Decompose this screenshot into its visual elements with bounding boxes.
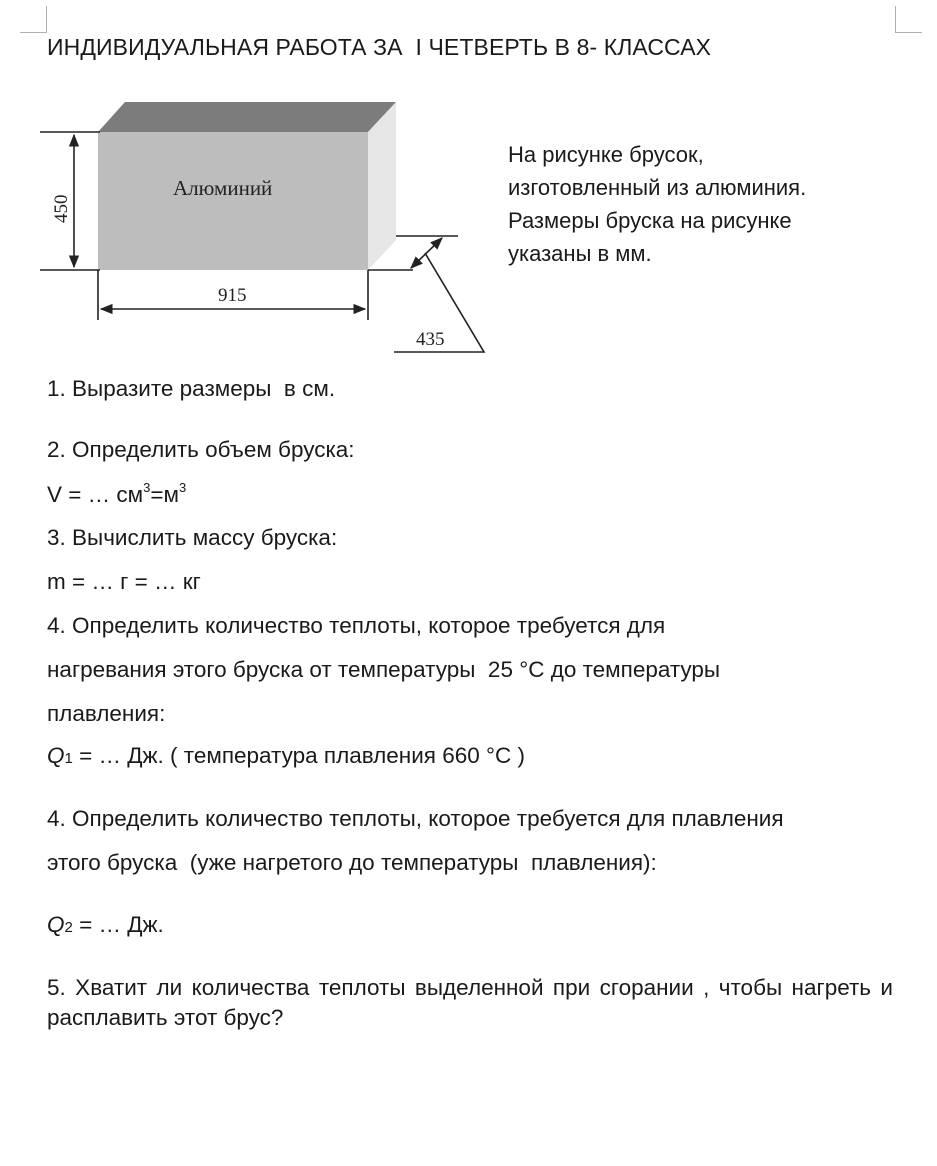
description-line: указаны в мм. — [508, 241, 652, 266]
heat-q2-formula — [47, 912, 164, 938]
aluminum-bar-figure — [38, 95, 498, 360]
volume-formula-left: V = … см — [47, 482, 144, 507]
volume-exponent-cm: 3 — [143, 479, 151, 495]
question-4b-line: этого бруска (уже нагретого до температуры плавления): — [47, 850, 657, 875]
question-2: 2. Определить объем бруска: — [47, 437, 355, 462]
question-4a-line: плавления: — [47, 701, 166, 726]
q1-subscript: 1 — [64, 750, 73, 767]
question-5: 5. Хватит ли количества теплоты выделенной при сгорании , чтобы нагреть и расплавить этот брус? — [47, 975, 893, 1030]
depth-label: 435 — [416, 329, 445, 350]
q2-formula-rest: = … Дж. — [72, 912, 164, 937]
description-line: На рисунке брусок, — [508, 142, 704, 167]
heat-q1-formula — [47, 743, 525, 769]
description-line: изготовленный из алюминия. — [508, 175, 807, 200]
depth-dimension-arrow — [411, 238, 442, 268]
length-label: 915 — [218, 285, 247, 306]
figure-description — [508, 138, 908, 270]
q1-variable: Q — [47, 743, 65, 768]
volume-formula-mid: =м — [150, 482, 179, 507]
page-title: ИНДИВИДУАЛЬНАЯ РАБОТА ЗА I ЧЕТВЕРТЬ В 8- КЛАССАХ — [47, 34, 712, 60]
bar-top-face — [98, 102, 396, 132]
question-1: 1. Выразите размеры в см. — [47, 376, 336, 401]
mass-formula: m = … г = … кг — [47, 569, 201, 594]
height-label: 450 — [51, 194, 72, 223]
question-4b-line: 4. Определить количество теплоты, которое требуется для плавления — [47, 806, 784, 831]
page-corner-mark-left — [20, 6, 47, 33]
volume-formula — [47, 479, 187, 508]
question-4a-line: нагревания этого бруска от температуры 25 °С до температуры — [47, 657, 721, 682]
bar-front-face — [98, 132, 368, 270]
description-line: Размеры бруска на рисунке — [508, 208, 792, 233]
q1-formula-rest: = … Дж. ( температура плавления 660 °С ) — [72, 743, 526, 768]
volume-exponent-m: 3 — [178, 479, 187, 495]
page-corner-mark-right — [895, 6, 922, 33]
question-4a-line: 4. Определить количество теплоты, которое требуется для — [47, 613, 666, 638]
q2-subscript: 2 — [64, 919, 73, 936]
material-label: Алюминий — [173, 176, 273, 200]
question-3: 3. Вычислить массу бруска: — [47, 525, 338, 550]
q2-variable: Q — [47, 912, 65, 937]
